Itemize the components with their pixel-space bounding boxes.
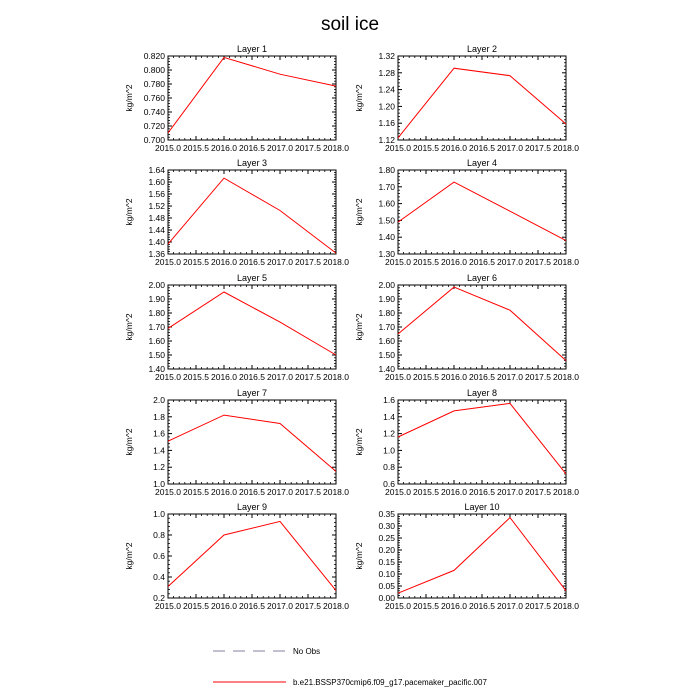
panel-title: Layer 7	[236, 388, 268, 398]
legend-model-label: b.e21.BSSP370cmip6.f09_g17.pacemaker_pacific.007	[293, 678, 487, 687]
x-tick-label: 2016.5	[239, 257, 265, 267]
series-line-layer-10	[398, 518, 566, 594]
panel-title: Layer 5	[236, 273, 268, 283]
x-tick-label: 2017.0	[267, 257, 293, 267]
y-tick-label: 1.8	[153, 411, 165, 422]
x-tick-label: 2017.5	[525, 143, 551, 153]
x-tick-label: 2018.0	[323, 601, 349, 611]
y-tick-label: 1.70	[378, 322, 395, 332]
series-line-layer-3	[168, 178, 336, 253]
x-tick-label: 2018.0	[323, 143, 349, 153]
y-tick-label: 0.00	[378, 593, 395, 603]
y-tick-label: 1.50	[378, 215, 395, 226]
y-tick-label: 1.90	[378, 294, 395, 304]
x-tick-label: 2016.5	[469, 372, 495, 382]
y-tick-label: 0.720	[143, 121, 165, 131]
panel-title: Layer 1	[236, 44, 268, 54]
y-tick-label: 1.50	[148, 350, 165, 360]
x-tick-label: 2017.5	[295, 372, 321, 382]
y-tick-label: 0.2	[153, 593, 165, 603]
x-tick-label: 2016.5	[239, 143, 265, 153]
x-tick-label: 2015.5	[413, 143, 439, 153]
x-tick-label: 2017.0	[267, 601, 293, 611]
x-tick-label: 2015.0	[385, 487, 411, 497]
x-tick-label: 2015.0	[385, 257, 411, 267]
y-tick-label: 2.00	[148, 280, 165, 290]
y-tick-label: 1.44	[148, 225, 165, 235]
series-line-layer-9	[168, 521, 336, 590]
x-tick-label: 2015.0	[155, 372, 181, 382]
x-tick-label: 2016.0	[211, 257, 237, 267]
panel-layer-1	[124, 44, 349, 153]
y-tick-label: 1.40	[148, 364, 165, 374]
panel-layer-3	[124, 158, 349, 267]
legend-obs-label: No Obs	[293, 647, 321, 656]
y-axis-label: kg/m^2	[354, 542, 364, 570]
x-tick-label: 2015.5	[183, 143, 209, 153]
y-tick-label: 1.24	[378, 84, 395, 95]
series-line-layer-7	[168, 415, 336, 471]
series-line-layer-8	[398, 403, 566, 474]
x-tick-label: 2016.0	[211, 601, 237, 611]
y-tick-label: 1.4	[153, 445, 165, 456]
x-tick-label: 2017.5	[295, 143, 321, 153]
y-axis-label: kg/m^2	[354, 198, 364, 226]
y-axis-label: kg/m^2	[354, 84, 364, 112]
y-tick-label: 1.60	[148, 336, 165, 346]
x-tick-label: 2015.5	[413, 257, 439, 267]
x-tick-label: 2015.5	[413, 601, 439, 611]
plot-frame	[398, 514, 566, 598]
y-tick-label: 0.25	[378, 533, 395, 543]
y-tick-label: 1.28	[378, 67, 395, 78]
y-axis-label: kg/m^2	[124, 198, 134, 226]
panel-title: Layer 8	[466, 388, 498, 398]
series-line-layer-5	[168, 292, 336, 355]
x-tick-label: 2016.0	[441, 601, 467, 611]
plot-frame	[398, 56, 566, 140]
y-tick-label: 0.780	[143, 79, 165, 89]
y-tick-label: 1.60	[378, 336, 395, 346]
y-tick-label: 1.40	[148, 237, 165, 247]
x-tick-label: 2016.5	[239, 601, 265, 611]
panel-title: Layer 10	[464, 502, 500, 512]
y-tick-label: 0.8	[153, 530, 165, 540]
x-tick-label: 2017.0	[267, 487, 293, 497]
y-tick-label: 1.60	[378, 198, 395, 209]
x-tick-label: 2017.0	[497, 143, 523, 153]
plot-frame	[168, 400, 336, 484]
x-tick-label: 2015.0	[385, 372, 411, 382]
y-tick-label: 1.80	[148, 308, 165, 318]
x-tick-label: 2016.0	[441, 372, 467, 382]
y-tick-label: 0.15	[378, 557, 395, 567]
x-tick-label: 2017.0	[497, 601, 523, 611]
y-tick-label: 0.35	[378, 509, 395, 519]
panel-layer-5	[124, 273, 349, 382]
y-axis-label: kg/m^2	[124, 428, 134, 456]
panel-layer-8	[354, 388, 579, 497]
panel-title: Layer 3	[236, 158, 268, 168]
y-tick-label: 0.10	[378, 569, 395, 579]
x-tick-label: 2015.0	[155, 601, 181, 611]
panel-title: Layer 4	[466, 158, 498, 168]
y-tick-label: 1.70	[378, 181, 395, 192]
x-tick-label: 2017.5	[525, 257, 551, 267]
x-tick-label: 2015.0	[155, 487, 181, 497]
x-tick-label: 2017.5	[295, 257, 321, 267]
y-tick-label: 1.16	[378, 118, 395, 129]
x-tick-label: 2017.0	[497, 372, 523, 382]
panel-layer-7	[124, 388, 349, 497]
y-axis-label: kg/m^2	[124, 313, 134, 341]
y-axis-label: kg/m^2	[354, 313, 364, 341]
x-tick-label: 2016.0	[441, 257, 467, 267]
y-tick-label: 0.800	[143, 65, 165, 75]
y-tick-label: 1.80	[378, 308, 395, 318]
y-tick-label: 1.56	[148, 189, 165, 199]
y-tick-label: 1.40	[378, 364, 395, 374]
y-tick-label: 1.20	[378, 101, 395, 112]
series-line-layer-2	[398, 68, 566, 138]
x-tick-label: 2015.5	[413, 487, 439, 497]
panel-title: Layer 9	[236, 502, 268, 512]
y-tick-label: 0.820	[143, 51, 165, 61]
x-tick-label: 2016.5	[469, 601, 495, 611]
plot-frame	[168, 56, 336, 140]
x-tick-label: 2018.0	[553, 372, 579, 382]
y-tick-label: 1.40	[378, 232, 395, 243]
y-tick-label: 1.52	[148, 201, 165, 211]
y-tick-label: 1.36	[148, 249, 165, 259]
x-tick-label: 2018.0	[553, 487, 579, 497]
x-tick-label: 2017.5	[525, 372, 551, 382]
x-tick-label: 2015.0	[155, 143, 181, 153]
panel-layer-6	[354, 273, 579, 382]
panel-title: Layer 2	[466, 44, 498, 54]
x-tick-label: 2017.0	[497, 257, 523, 267]
x-tick-label: 2015.5	[183, 487, 209, 497]
y-tick-label: 1.12	[378, 135, 395, 145]
x-tick-label: 2017.5	[295, 601, 321, 611]
y-tick-label: 0.760	[143, 93, 165, 103]
y-tick-label: 1.32	[378, 51, 395, 61]
panel-title: Layer 6	[466, 273, 498, 283]
panel-layer-10	[354, 502, 579, 611]
y-tick-label: 2.0	[153, 395, 165, 405]
plot-frame	[398, 285, 566, 369]
panel-layer-9	[124, 502, 349, 611]
y-tick-label: 1.6	[153, 428, 165, 439]
x-tick-label: 2016.0	[211, 487, 237, 497]
y-tick-label: 1.50	[378, 350, 395, 360]
figure-title: soil ice	[320, 14, 380, 35]
y-tick-label: 1.2	[383, 428, 395, 439]
plot-frame	[168, 170, 336, 254]
y-tick-label: 1.0	[153, 509, 165, 519]
series-line-layer-1	[168, 57, 336, 133]
x-tick-label: 2016.0	[211, 372, 237, 382]
y-tick-label: 0.6	[383, 479, 395, 489]
x-tick-label: 2016.0	[211, 143, 237, 153]
series-line-layer-6	[398, 287, 566, 361]
y-tick-label: 1.6	[383, 395, 395, 405]
y-tick-label: 0.30	[378, 521, 395, 531]
x-tick-label: 2015.0	[385, 601, 411, 611]
x-tick-label: 2015.5	[183, 601, 209, 611]
panels-grid	[124, 44, 579, 611]
x-tick-label: 2015.5	[413, 372, 439, 382]
y-tick-label: 0.05	[378, 581, 395, 591]
panel-layer-4	[354, 158, 579, 267]
y-tick-label: 0.8	[383, 462, 395, 473]
x-tick-label: 2018.0	[323, 257, 349, 267]
x-tick-label: 2018.0	[553, 601, 579, 611]
y-tick-label: 0.740	[143, 107, 165, 117]
series-line-layer-4	[398, 182, 566, 241]
x-tick-label: 2015.0	[385, 143, 411, 153]
x-tick-label: 2017.5	[525, 601, 551, 611]
x-tick-label: 2015.5	[183, 257, 209, 267]
x-tick-label: 2017.5	[295, 487, 321, 497]
y-axis-label: kg/m^2	[124, 542, 134, 570]
y-tick-label: 1.90	[148, 294, 165, 304]
x-tick-label: 2017.0	[267, 143, 293, 153]
y-tick-label: 1.48	[148, 213, 165, 223]
y-tick-label: 0.700	[143, 135, 165, 145]
y-tick-label: 0.4	[153, 572, 165, 582]
y-axis-label: kg/m^2	[354, 428, 364, 456]
x-tick-label: 2017.0	[267, 372, 293, 382]
y-tick-label: 1.0	[383, 445, 395, 456]
x-tick-label: 2016.5	[469, 257, 495, 267]
x-tick-label: 2018.0	[553, 143, 579, 153]
x-tick-label: 2016.5	[239, 487, 265, 497]
x-tick-label: 2018.0	[323, 487, 349, 497]
x-tick-label: 2018.0	[553, 257, 579, 267]
x-tick-label: 2016.5	[239, 372, 265, 382]
x-tick-label: 2015.0	[155, 257, 181, 267]
plot-frame	[398, 170, 566, 254]
y-tick-label: 1.4	[383, 411, 395, 422]
y-tick-label: 0.6	[153, 551, 165, 561]
x-tick-label: 2015.5	[183, 372, 209, 382]
y-tick-label: 1.60	[148, 177, 165, 187]
y-tick-label: 0.20	[378, 545, 395, 555]
legend	[213, 647, 487, 687]
y-axis-label: kg/m^2	[124, 84, 134, 112]
panel-layer-2	[354, 44, 579, 153]
y-tick-label: 1.30	[378, 249, 395, 259]
x-tick-label: 2017.0	[497, 487, 523, 497]
x-tick-label: 2016.0	[441, 487, 467, 497]
x-tick-label: 2016.0	[441, 143, 467, 153]
y-tick-label: 1.80	[378, 165, 395, 175]
y-tick-label: 1.2	[153, 462, 165, 473]
y-tick-label: 1.64	[148, 165, 165, 175]
y-tick-label: 1.0	[153, 479, 165, 489]
plot-frame	[168, 285, 336, 369]
plot-frame	[168, 514, 336, 598]
y-tick-label: 1.70	[148, 322, 165, 332]
x-tick-label: 2016.5	[469, 143, 495, 153]
x-tick-label: 2016.5	[469, 487, 495, 497]
x-tick-label: 2017.5	[525, 487, 551, 497]
x-tick-label: 2018.0	[323, 372, 349, 382]
y-tick-label: 2.00	[378, 280, 395, 290]
